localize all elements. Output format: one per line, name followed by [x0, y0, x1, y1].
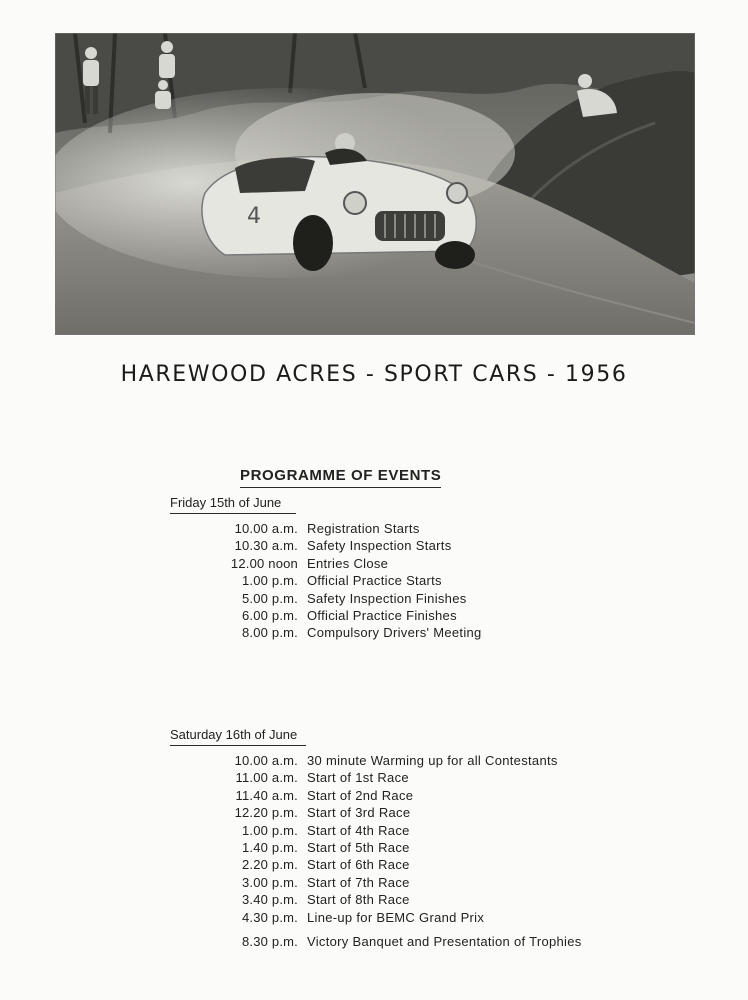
poster-title: HAREWOOD ACRES - SPORT CARS - 1956 [120, 362, 628, 387]
schedule-row: 1.00 p.m. Start of 4th Race [242, 822, 410, 838]
race-car-photo [55, 33, 695, 335]
schedule-row: 10.00 a.m. Registration Starts [234, 521, 420, 536]
schedule-row: 1.00 p.m. Official Practice Starts [242, 573, 442, 589]
schedule-row: 11.40 a.m. Start of 2nd Race [235, 787, 414, 803]
schedule-row: 12.20 p.m. Start of 3rd Race [234, 805, 411, 821]
schedule-row: 11.00 a.m. Start of 1st Race [235, 770, 409, 786]
schedule-row: 10.30 a.m. Safety Inspection Starts [234, 538, 452, 554]
programme-heading: PROGRAMME OF EVENTS [240, 467, 441, 488]
schedule-row: 3.00 p.m. Start of 7th Race [242, 874, 410, 890]
saturday-schedule [200, 752, 582, 950]
schedule-row: 8.00 p.m. Compulsory Drivers' Meeting [242, 625, 482, 641]
schedule-row: 10.00 a.m. 30 minute Warming up for all Contestants [234, 753, 558, 768]
saturday-heading: Saturday 16th of June [170, 727, 306, 746]
race-car-photo-icon [55, 33, 695, 335]
schedule-row: 2.20 p.m. Start of 6th Race [242, 857, 410, 873]
schedule-row: 8.30 p.m. Victory Banquet and Presentation of Trophies [242, 933, 582, 949]
schedule-row: 4.30 p.m. Line-up for BEMC Grand Prix [242, 909, 485, 925]
svg-text:4: 4 [247, 204, 261, 229]
friday-schedule [200, 520, 482, 642]
schedule-row: 12.00 noon Entries Close [230, 555, 389, 571]
friday-heading: Friday 15th of June [170, 495, 296, 514]
schedule-row: 5.00 p.m. Safety Inspection Finishes [242, 590, 467, 606]
schedule-row: 3.40 p.m. Start of 8th Race [242, 892, 410, 908]
schedule-row: 1.40 p.m. Start of 5th Race [242, 839, 410, 855]
schedule-row: 6.00 p.m. Official Practice Finishes [242, 607, 457, 623]
